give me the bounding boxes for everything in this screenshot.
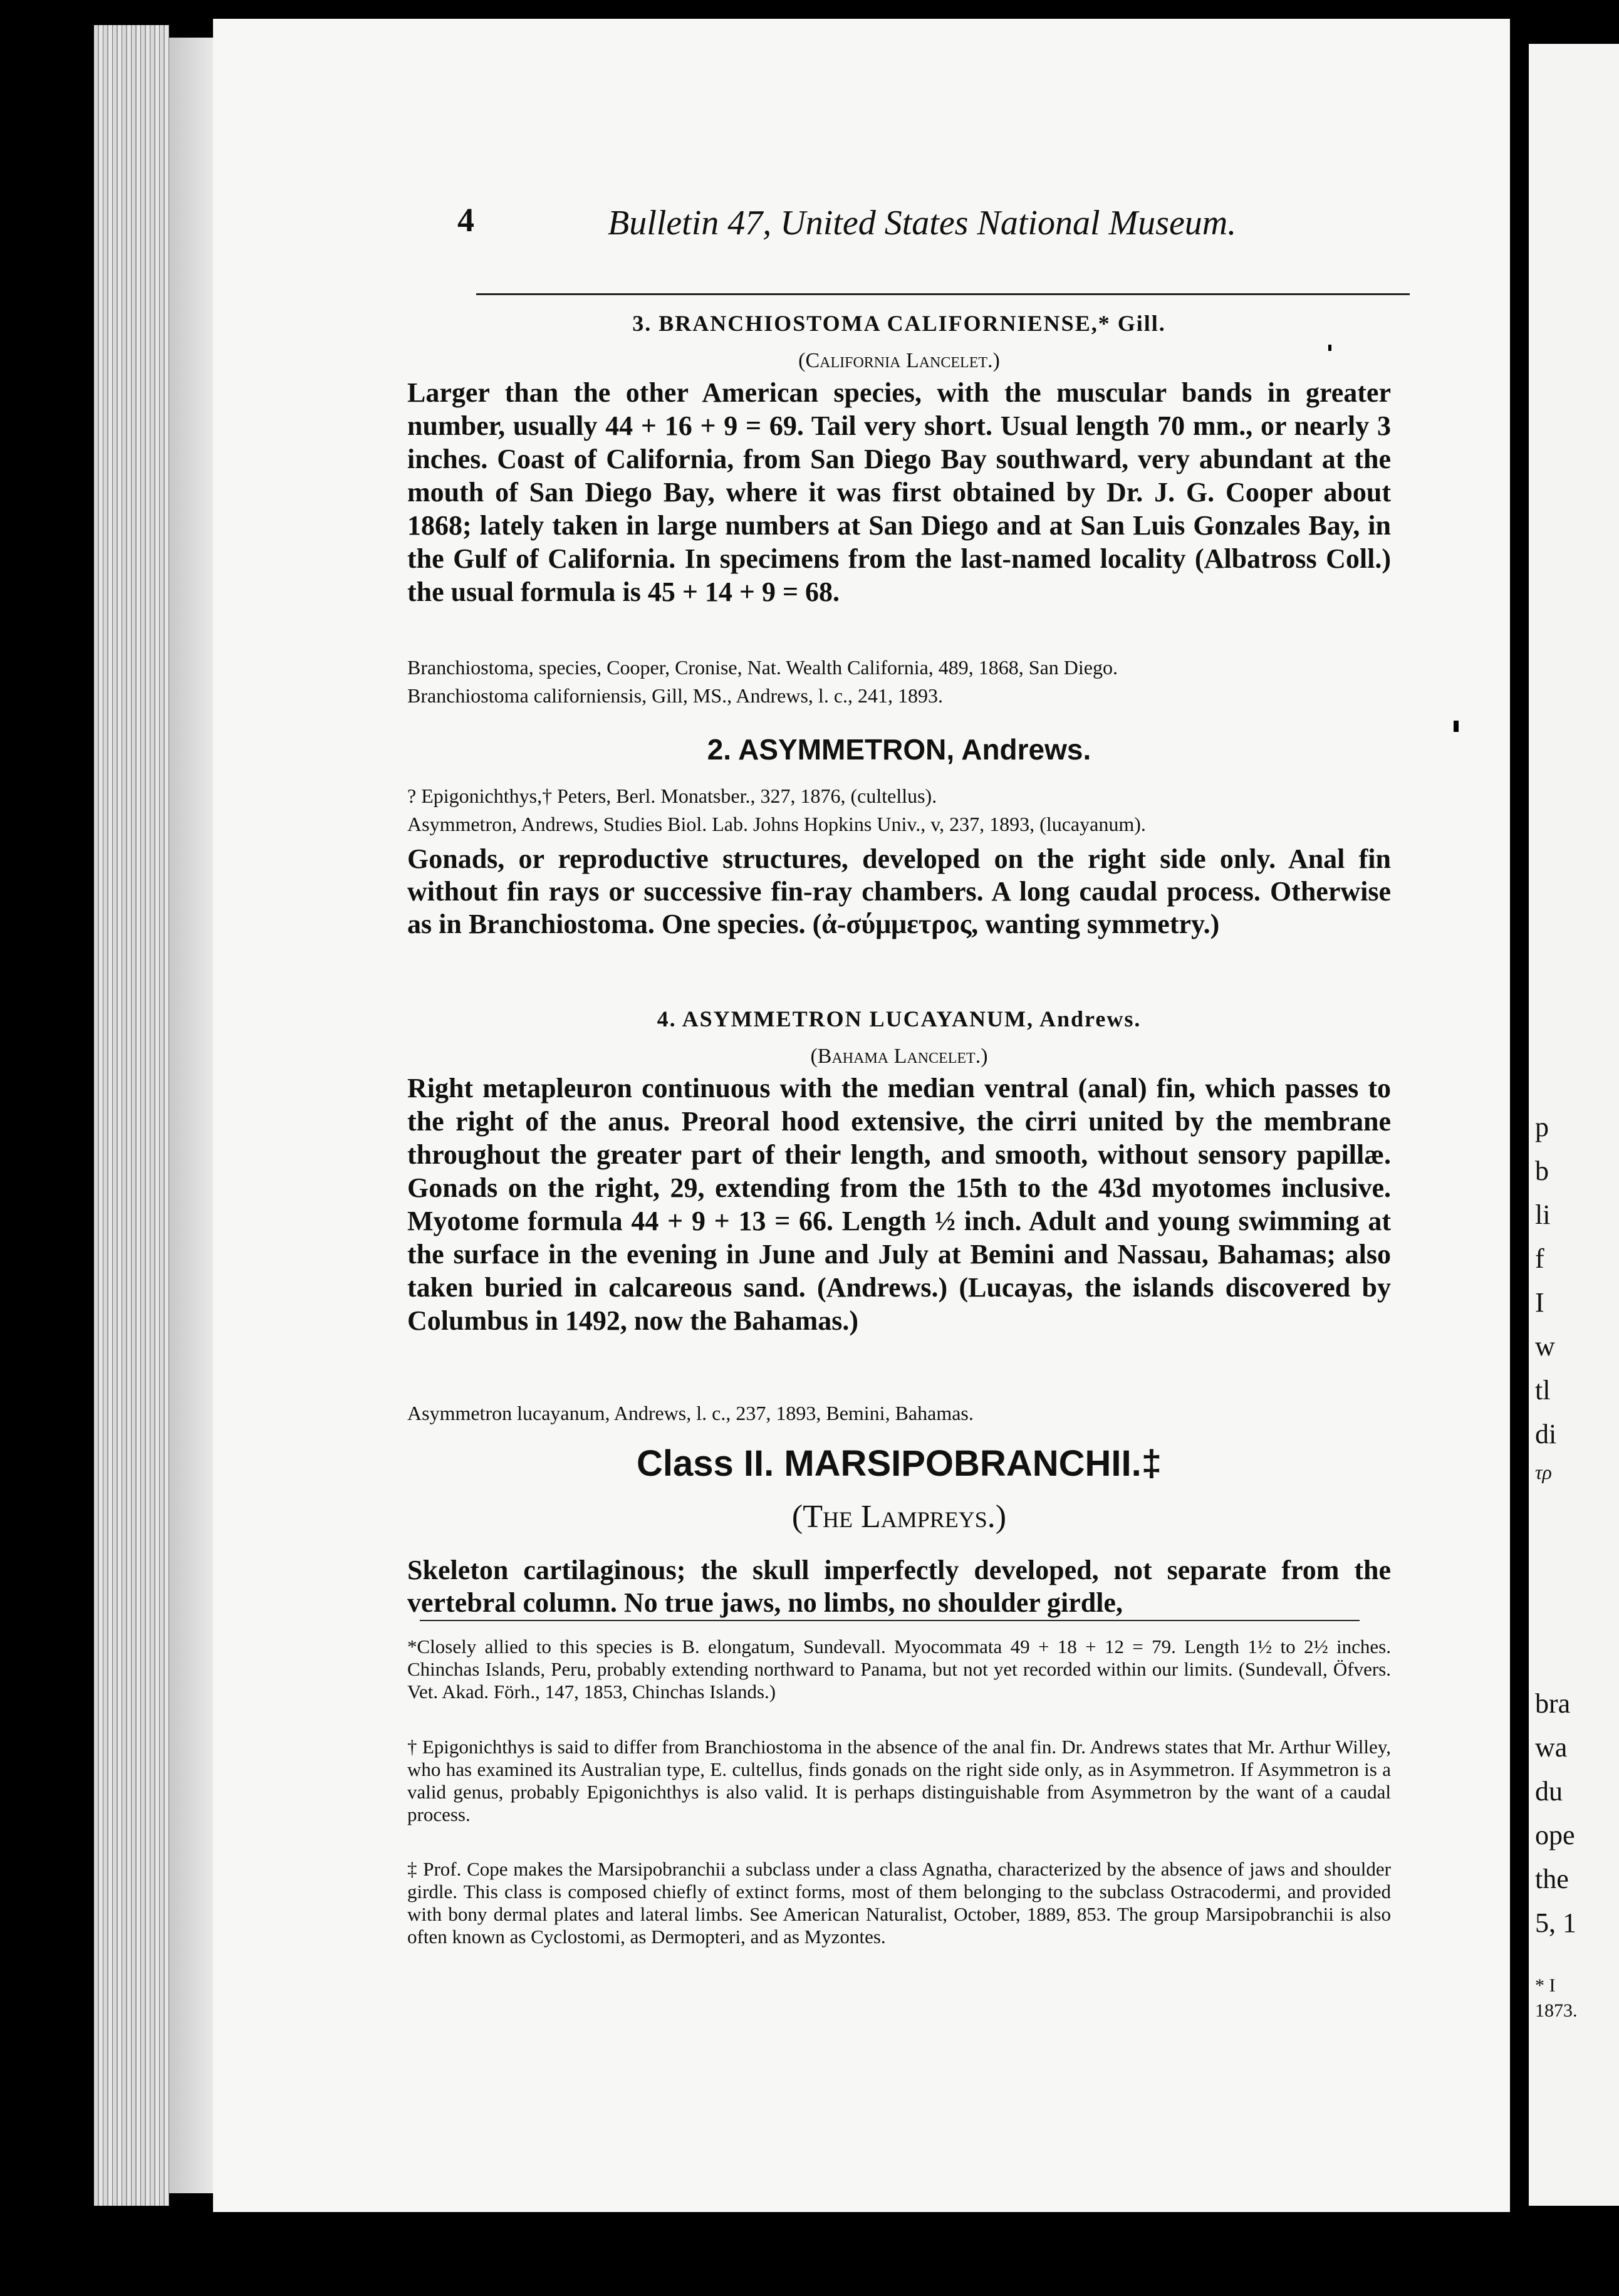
- facing-line: τρ: [1535, 1461, 1552, 1483]
- species-3-synonymy-1: Branchiostoma, species, Cooper, Cronise, Nat. Wealth California, 489, 1868, San Diego.: [407, 656, 1118, 679]
- footnote-2: † Epigonichthys is said to differ from Branchiostoma in the absence of the anal fin. Dr. Andrews states that Mr. Arthur Willey, who has examined its Australian type, E. cultellus, finds gonads on the right side only, as in Asymmetron. If Asymmetron is a valid genus, probably Epigonichthys is also valid. It is perhaps distinguishable from Asymmetron by the want of a caudal process.: [407, 1736, 1391, 1825]
- genus-2-heading: 2. ASYMMETRON, Andrews.: [707, 733, 1091, 766]
- facing-line: I: [1535, 1287, 1544, 1318]
- species-3-common-name: (California Lancelet.): [798, 349, 1000, 372]
- footnote-3: ‡ Prof. Cope makes the Marsipobranchii a subclass under a class Agnatha, characterized by the absence of jaws and shoulder girdle. This class is composed chiefly of extinct forms, most of them belonging to the subclass Ostracodermi, and provided with bony dermal plates and lateral limbs. See American Naturalist, October, 1889, 853. The group Marsipobranchii is also often known as Cyclostomi, as Dermopteri, and as Myzontes.: [407, 1858, 1391, 1948]
- facing-line: f: [1535, 1243, 1544, 1274]
- facing-line: du: [1535, 1776, 1563, 1807]
- footnote-1: *Closely allied to this species is B. elongatum, Sundevall. Myocommata 49 + 18 + 12 = 79. Length 1½ to 2½ inches. Chinchas Islands, Peru, probably extending northward to Panama, but not yet recorded within our limits. (Sundevall, Öfvers. Vet. Akad. Förh., 147, 1853, Chinchas Islands.): [407, 1636, 1391, 1703]
- facing-line: bra: [1535, 1688, 1571, 1719]
- class-2-common-name: (The Lampreys.): [791, 1499, 1007, 1535]
- facing-line: tl: [1535, 1375, 1551, 1406]
- species-3-heading: 3. BRANCHIOSTOMA CALIFORNIENSE,* Gill.: [632, 311, 1166, 336]
- facing-line: w: [1535, 1331, 1555, 1362]
- book-page-edges: [94, 25, 169, 2206]
- species-4-heading: 4. ASYMMETRON LUCAYANUM, Andrews.: [657, 1006, 1142, 1031]
- facing-line: 5, 1: [1535, 1907, 1576, 1938]
- class-2-heading: Class II. MARSIPOBRANCHII.‡: [637, 1443, 1162, 1484]
- facing-line: p: [1535, 1112, 1549, 1142]
- running-header: [457, 201, 1278, 257]
- page-number: 4: [457, 201, 474, 239]
- facing-line: the: [1535, 1864, 1569, 1894]
- scan-speck: [1454, 721, 1459, 732]
- footnote-rule: [420, 1620, 1360, 1621]
- facing-line: b: [1535, 1156, 1549, 1186]
- genus-2-description: Gonads, or reproductive structures, developed on the right side only. Anal fin without fin rays or successive fin-ray chambers. A long caudal process. Otherwise as in Branchiostoma. One species. (ἀ-σύμμετρος, wanting symmetry.): [407, 843, 1391, 939]
- facing-page-fragment: [1529, 44, 1619, 2206]
- genus-2-synonymy-2: Asymmetron, Andrews, Studies Biol. Lab. Johns Hopkins Univ., v, 237, 1893, (lucayanum).: [407, 813, 1146, 835]
- species-4-description: Right metapleuron continuous with the median ventral (anal) fin, which passes to the right of the anus. Preoral hood extensive, the cirri united by the membrane throughout the greater part of their length, and smooth, without sensory papillæ. Gonads on the right, 29, extending from the 15th to the 43d myotomes inclusive. Myotome formula 44 + 9 + 13 = 66. Length ½ inch. Adult and young swimming at the surface in the evening in June and July at Bemini and Nassau, Bahamas; also taken buried in calcareous sand. (Andrews.) (Lucayas, the islands discovered by Columbus in 1492, now the Bahamas.): [407, 1073, 1391, 1336]
- facing-line: ope: [1535, 1820, 1575, 1850]
- species-4-synonymy: Asymmetron lucayanum, Andrews, l. c., 237, 1893, Bemini, Bahamas.: [407, 1402, 974, 1424]
- scan-speck: [1328, 345, 1331, 351]
- species-3-synonymy-2: Branchiostoma californiensis, Gill, MS., Andrews, l. c., 241, 1893.: [407, 684, 944, 707]
- genus-2-synonymy-1: ? Epigonichthys,† Peters, Berl. Monatsber., 327, 1876, (cultellus).: [407, 785, 937, 807]
- facing-line: 1873.: [1535, 2000, 1578, 2021]
- facing-line: li: [1535, 1199, 1551, 1230]
- facing-line: * I: [1535, 1975, 1556, 1996]
- species-3-description: Larger than the other American species, with the muscular bands in greater number, usually 44 + 16 + 9 = 69. Tail very short. Usual length 70 mm., or nearly 3 inches. Coast of California, from San Diego Bay southward, very abundant at the mouth of San Diego Bay, where it was first obtained by Dr. J. G. Cooper about 1868; lately taken in large numbers at San Diego and at San Luis Gonzales Bay, in the Gulf of California. In specimens from the last-named locality (Albatross Coll.) the usual formula is 45 + 14 + 9 = 68.: [407, 377, 1391, 607]
- class-2-description: Skeleton cartilaginous; the skull imperfectly developed, not separate from the vertebral column. No true jaws, no limbs, no shoulder girdle,: [407, 1555, 1391, 1618]
- species-4-common-name: (Bahama Lancelet.): [810, 1045, 988, 1068]
- facing-line: di: [1535, 1419, 1557, 1449]
- running-head-title: Bulletin 47, United States National Museum.: [608, 204, 1237, 243]
- header-rule: [476, 293, 1410, 295]
- facing-line: wa: [1535, 1732, 1568, 1763]
